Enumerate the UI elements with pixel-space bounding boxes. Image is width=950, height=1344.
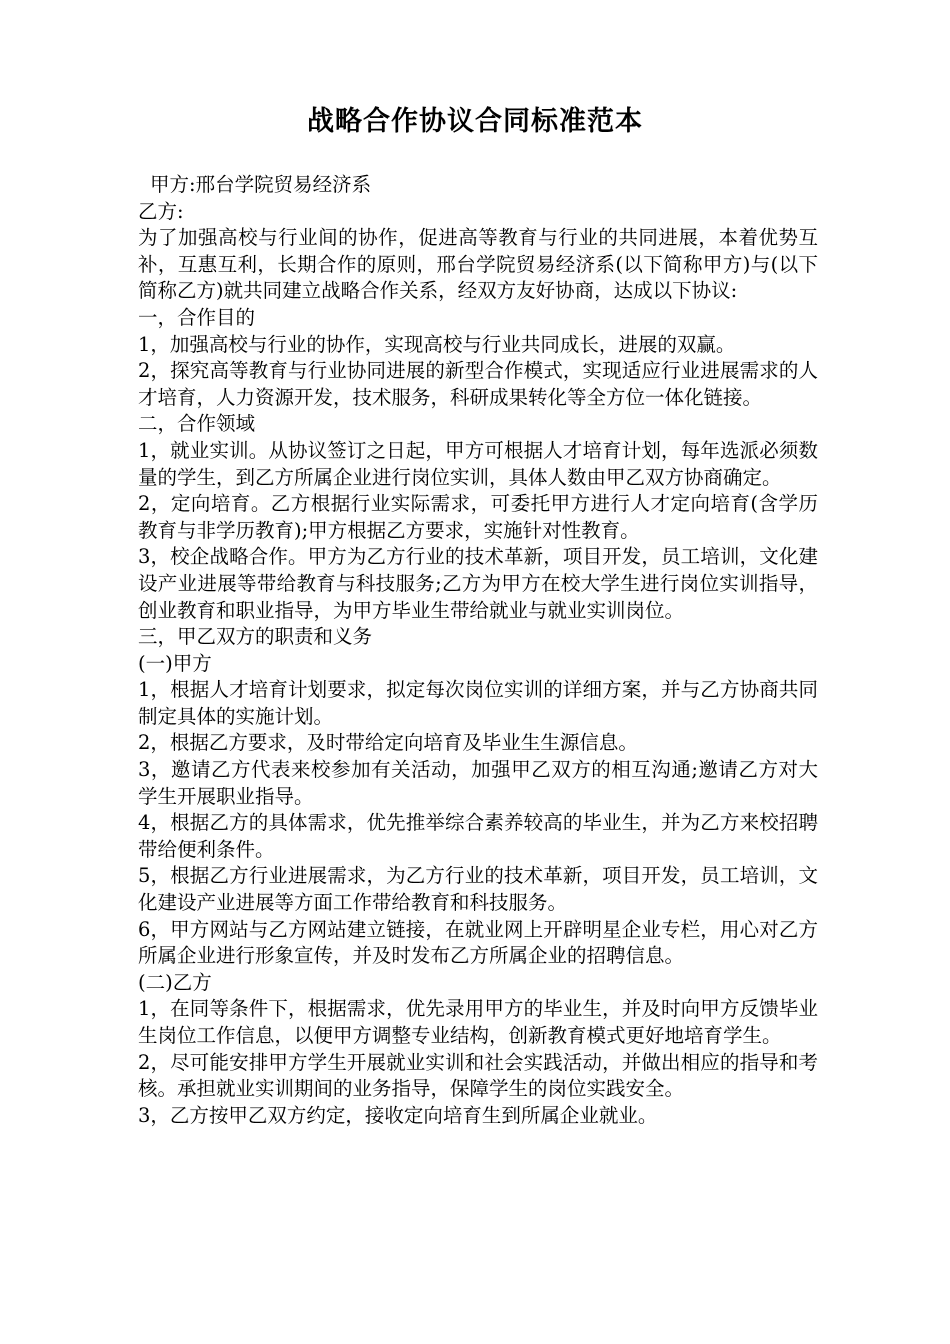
party-b-duty-2: 2，尽可能安排甲方学生开展就业实训和社会实践活动，并做出相应的指导和考核。承担就业实训期间的业务指导，保障学生的岗位实践安全。: [138, 1050, 818, 1101]
purpose-item-2: 2，探究高等教育与行业协同进展的新型合作模式，实现适应行业进展需求的人才培育，人力资源开发，技术服务，科研成果转化等全方位一体化链接。: [138, 359, 818, 409]
purpose-item-1: 1，加强高校与行业的协作，实现高校与行业共同成长，进展的双赢。: [138, 332, 736, 356]
party-a-duty-2: 2，根据乙方要求，及时带给定向培育及毕业生生源信息。: [138, 731, 638, 755]
fields-item-2: 2，定向培育。乙方根据行业实际需求，可委托甲方进行人才定向培育(含学历教育与非学历教育);甲方根据乙方要求，实施针对性教育。: [138, 492, 818, 542]
subsection-heading-party-a: (一)甲方: [138, 651, 212, 675]
document-title: 战略合作协议合同标准范本: [307, 106, 643, 137]
fields-item-3: 3，校企战略合作。甲方为乙方行业的技术革新，项目开发，员工培训，文化建设产业进展等带给教育与科技服务;乙方为甲方在校大学生进行岗位实训指导，创业教育和职业指导，为甲方毕业生带给就业与就业实训岗位。: [138, 545, 818, 622]
document-body: [138, 172, 818, 1129]
party-a-duty-5: 5，根据乙方行业进展需求，为乙方行业的技术革新，项目开发，员工培训，文化建设产业进展等方面工作带给教育和科技服务。: [138, 864, 818, 915]
section-heading-duties: 三，甲乙双方的职责和义务: [138, 625, 373, 649]
party-b-line: 乙方:: [138, 199, 184, 223]
fields-item-1: 1，就业实训。从协议签订之日起，甲方可根据人才培育计划，每年选派必须数量的学生，到乙方所属企业进行岗位实训，具体人数由甲乙双方协商确定。: [138, 438, 818, 489]
subsection-heading-party-b: (二)乙方: [138, 970, 212, 994]
section-heading-purpose: 一，合作目的: [138, 305, 256, 329]
party-a-duty-3: 3，邀请乙方代表来校参加有关活动，加强甲乙双方的相互沟通;邀请乙方对大学生开展职业指导。: [138, 758, 818, 808]
preamble-paragraph: 为了加强高校与行业间的协作，促进高等教育与行业的共同进展，本着优势互补，互惠互利，长期合作的原则，邢台学院贸易经济系(以下简称甲方)与(以下简称乙方)就共同建立战略合作关系，经双方友好协商，达成以下协议:: [138, 226, 818, 303]
party-a-duty-1: 1，根据人才培育计划要求，拟定每次岗位实训的详细方案，并与乙方协商共同制定具体的实施计划。: [138, 678, 818, 728]
section-heading-fields: 二，合作领域: [138, 412, 256, 436]
party-a-duty-4: 4，根据乙方的具体需求，优先推举综合素养较高的毕业生，并为乙方来校招聘带给便利条件。: [138, 811, 818, 861]
party-b-duty-3: 3，乙方按甲乙双方约定，接收定向培育生到所属企业就业。: [138, 1103, 658, 1127]
party-a-duty-6: 6，甲方网站与乙方网站建立链接，在就业网上开辟明星企业专栏，用心对乙方所属企业进行形象宣传，并及时发布乙方所属企业的招聘信息。: [138, 917, 818, 968]
party-a-line: 甲方:邢台学院贸易经济系: [150, 173, 372, 196]
party-b-duty-1: 1，在同等条件下，根据需求，优先录用甲方的毕业生，并及时向甲方反馈毕业生岗位工作信息，以便甲方调整专业结构，创新教育模式更好地培育学生。: [138, 997, 818, 1047]
